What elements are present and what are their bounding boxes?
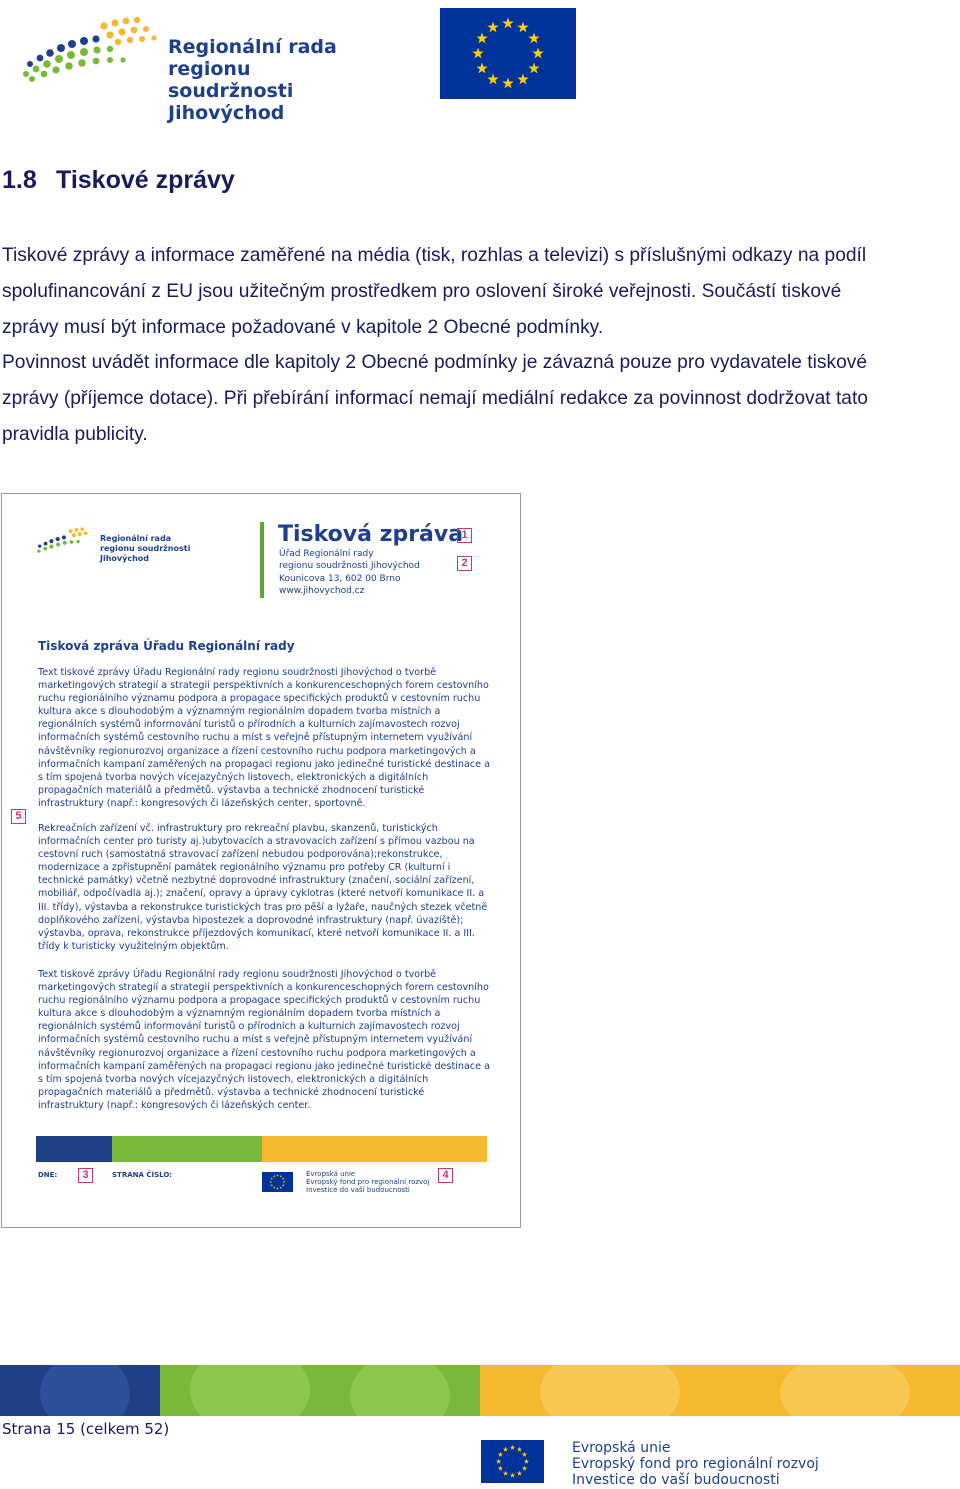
eu-star-icon [510, 1445, 515, 1450]
footer-eu-text [572, 1440, 819, 1488]
eu-star-icon [503, 1447, 508, 1452]
eu-star-icon [528, 33, 539, 44]
intro-line: Tiskové zprávy a informace zaměřené na média (tisk, rozhlas a televizi) s příslušnými odkazy na podíl [2, 245, 867, 266]
eu-star-icon [528, 63, 539, 74]
logo-dots-icon [18, 6, 168, 102]
eu-star-icon [517, 22, 528, 33]
section-title-text: Tiskové zprávy [56, 166, 235, 194]
eu-star-icon [524, 1459, 529, 1464]
intro-line: spolufinancování z EU jsou užitečným prostředkem pro oslovení široké veřejnosti. Součástí tiskové [2, 280, 842, 302]
sample-logo-line: Regionální rada [100, 534, 172, 543]
sample-paragraph-1: Text tiskové zprávy Úřadu Regionální rady regionu soudržnosti Jihovýchod o tvorbě marketingových strategií a strategií perspektivních a konkurenceschopných forem cestovního ruchu regionálního významu podpora a propagace specifických produktů v cestovním ruchu kultura akce s dlouhodobým a významným regionálním dopadem tvorba místních a regionálních systémů informování turistů o přírodních a kulturních zajímavostech rozvoj informačních systémů cestovního ruchu a míst s veřejně přístupným internetem využívání návštěvníky regionurozvoj organizace a řízení cestovního ruchu podpora marketingových a informačních kampaní zaměřených na propagaci regionu jako jedinečné turistické destinace a s tím spojená tvorba nových vícejazyčných listovech, elektronických a digitálních propagačních materiálů a předmětů. výstavba a technické zhodnocení turistické infrastruktury (např.: kongresových či lázeňských center, sportovně. [38, 667, 490, 809]
footer-eu-line: Investice do vaší budoucnosti [572, 1472, 780, 1488]
eu-star-icon [522, 1452, 527, 1457]
sample-accent-bar [260, 522, 264, 598]
sample-title: Tisková zpráva [278, 522, 464, 547]
eu-star-icon [487, 22, 498, 33]
eu-star-icon [270, 1181, 273, 1183]
marker-1: 1 [457, 528, 472, 543]
page-number: Strana 15 (celkem 52) [2, 1420, 170, 1438]
eu-star-icon [280, 1175, 283, 1177]
sample-address-line: www.jihovychod.cz [279, 585, 365, 596]
intro-line: zprávy musí být informace požadované v kapitole 2 Obecné podmínky. [2, 316, 604, 338]
eu-star-icon [282, 1184, 285, 1186]
marker-5: 5 [11, 809, 26, 824]
eu-star-icon [487, 73, 498, 84]
eu-star-icon [472, 48, 483, 59]
sample-date-label: DNE: [38, 1171, 58, 1179]
eu-star-icon [496, 1459, 501, 1464]
eu-star-icon [282, 1177, 285, 1179]
press-release-sample [1, 493, 521, 1228]
sample-logo-line: regionu soudržnosti [100, 544, 191, 553]
marker-2: 2 [457, 556, 472, 571]
footer-eu-flag-icon [481, 1440, 544, 1483]
sample-eu-line: Evropský fond pro regionální rozvoj [306, 1178, 430, 1186]
sample-address [279, 548, 420, 597]
rrsjv-logo [18, 6, 363, 124]
eu-star-icon [271, 1177, 274, 1179]
sample-eu-line: Evropská unie [306, 1170, 356, 1178]
footer-color-stripe [0, 1365, 960, 1416]
sample-address-line: regionu soudržnosti Jihovýchod [279, 561, 420, 572]
sample-eu-flag-icon [262, 1172, 293, 1192]
logo-line-3: Jihovýchod [168, 102, 285, 124]
sample-paragraph-2: Rekreačních zařízení vč. infrastruktury pro rekreační plavbu, skanzenů, turistických informačních center pro turisty aj.)ubytovacích a stravovacích zařízení s přímou vazbou na cestovní ruch (samostatná stravovací zařízení nebudou podporována);rekonstrukce, modernizace a zpřístupnění památek regionálního významu pro potřeby CR (kulturní i technické památky) včetně nezbytné doprovodné infrastruktury (značení, sociální zařízení, mobiliář, odpočívadla aj.); značení, opravy a úpravy cyklotras (které netvoří komunikace II. a III. třídy), výstavba a rekonstrukce turistických tras pro pěší a lyžaře, naučných stezek včetně doplňkového zařízení, výstavba hipostezek a doprovodné infrastruktury (např. úvaziště); výstavba, oprava, rekonstrukce příjezdových komunikací, které netvoří komunikace II. a III. třídy k turisticky využitelným objektům. [38, 823, 488, 952]
sample-page-label: STRANA ČÍSLO: [112, 1171, 173, 1179]
eu-star-icon [502, 18, 513, 29]
footer-eu-line: Evropská unie [572, 1440, 671, 1456]
intro-line: zprávy (příjemce dotace). Při přebírání informací nemají mediální redakce za povinnost dodržovat tato [2, 388, 868, 410]
eu-star-icon [276, 1187, 279, 1189]
intro-line: pravidla publicity. [2, 423, 148, 445]
eu-star-icon [510, 1473, 515, 1478]
footer-eu-line: Evropský fond pro regionální rozvoj [572, 1456, 819, 1472]
logo-line-2: regionu soudržnosti [168, 58, 294, 102]
sample-heading: Tisková zpráva Úřadu Regionální rady [38, 639, 295, 653]
eu-star-icon [498, 1452, 503, 1457]
eu-star-icon [476, 33, 487, 44]
eu-flag-icon [440, 8, 576, 99]
sample-paragraph-3: Text tiskové zprávy Úřadu Regionální rady regionu soudržnosti Jihovýchod o tvorbě marketingových strategií a strategií perspektivních a konkurenceschopných forem cestovního ruchu regionálního významu podpora a propagace specifických produktů v cestovním ruchu kultura akce s dlouhodobým a významným regionálním dopadem tvorba místních a regionálních systémů informování turistů o přírodních a kulturních zajímavostech rozvoj informačních systémů cestovního ruchu a míst s veřejně přístupným internetem využívání návštěvníky regionurozvoj organizace a řízení cestovního ruchu podpora marketingových a informačních kampaní zaměřených na propagaci regionu jako jedinečné turistické destinace a s tím spojená tvorba nových vícejazyčných listovech, elektronických a digitálních propagačních materiálů a předmětů. výstavba a technické zhodnocení turistické infrastruktury (např.: kongresových či lázeňských center. [38, 969, 490, 1111]
marker-4: 4 [438, 1168, 453, 1183]
eu-star-icon [476, 63, 487, 74]
eu-star-icon [271, 1184, 274, 1186]
sample-address-line: Úřad Regionální rady [279, 549, 374, 559]
eu-star-icon [517, 1447, 522, 1452]
eu-star-icon [276, 1174, 279, 1176]
eu-star-icon [532, 48, 543, 59]
logo-line-1: Regionální rada [168, 36, 337, 58]
sample-address-line: Kounicova 13, 602 00 Brno [279, 573, 401, 584]
section-title [2, 166, 235, 195]
eu-star-icon [280, 1186, 283, 1188]
marker-3: 3 [78, 1168, 93, 1183]
eu-star-icon [498, 1466, 503, 1471]
sample-color-stripe [36, 1136, 487, 1162]
eu-star-icon [273, 1175, 276, 1177]
intro-line: Povinnost uvádět informace dle kapitoly 2 Obecné podmínky je závazná pouze pro vydavatele tiskové [2, 352, 868, 374]
intro-paragraph [2, 238, 952, 453]
sample-eu-text [306, 1170, 429, 1194]
sample-logo [34, 522, 194, 568]
eu-star-icon [517, 1471, 522, 1476]
eu-star-icon [283, 1181, 286, 1183]
eu-star-icon [273, 1186, 276, 1188]
eu-star-icon [522, 1466, 527, 1471]
sample-eu-line: Investice do vaší budoucnosti [306, 1186, 410, 1194]
sample-logo-line: Jihovýchod [100, 554, 149, 563]
section-number: 1.8 [2, 166, 37, 194]
eu-star-icon [517, 73, 528, 84]
eu-star-icon [502, 78, 513, 89]
sample-logo-dots-icon [34, 522, 98, 562]
eu-star-icon [503, 1471, 508, 1476]
